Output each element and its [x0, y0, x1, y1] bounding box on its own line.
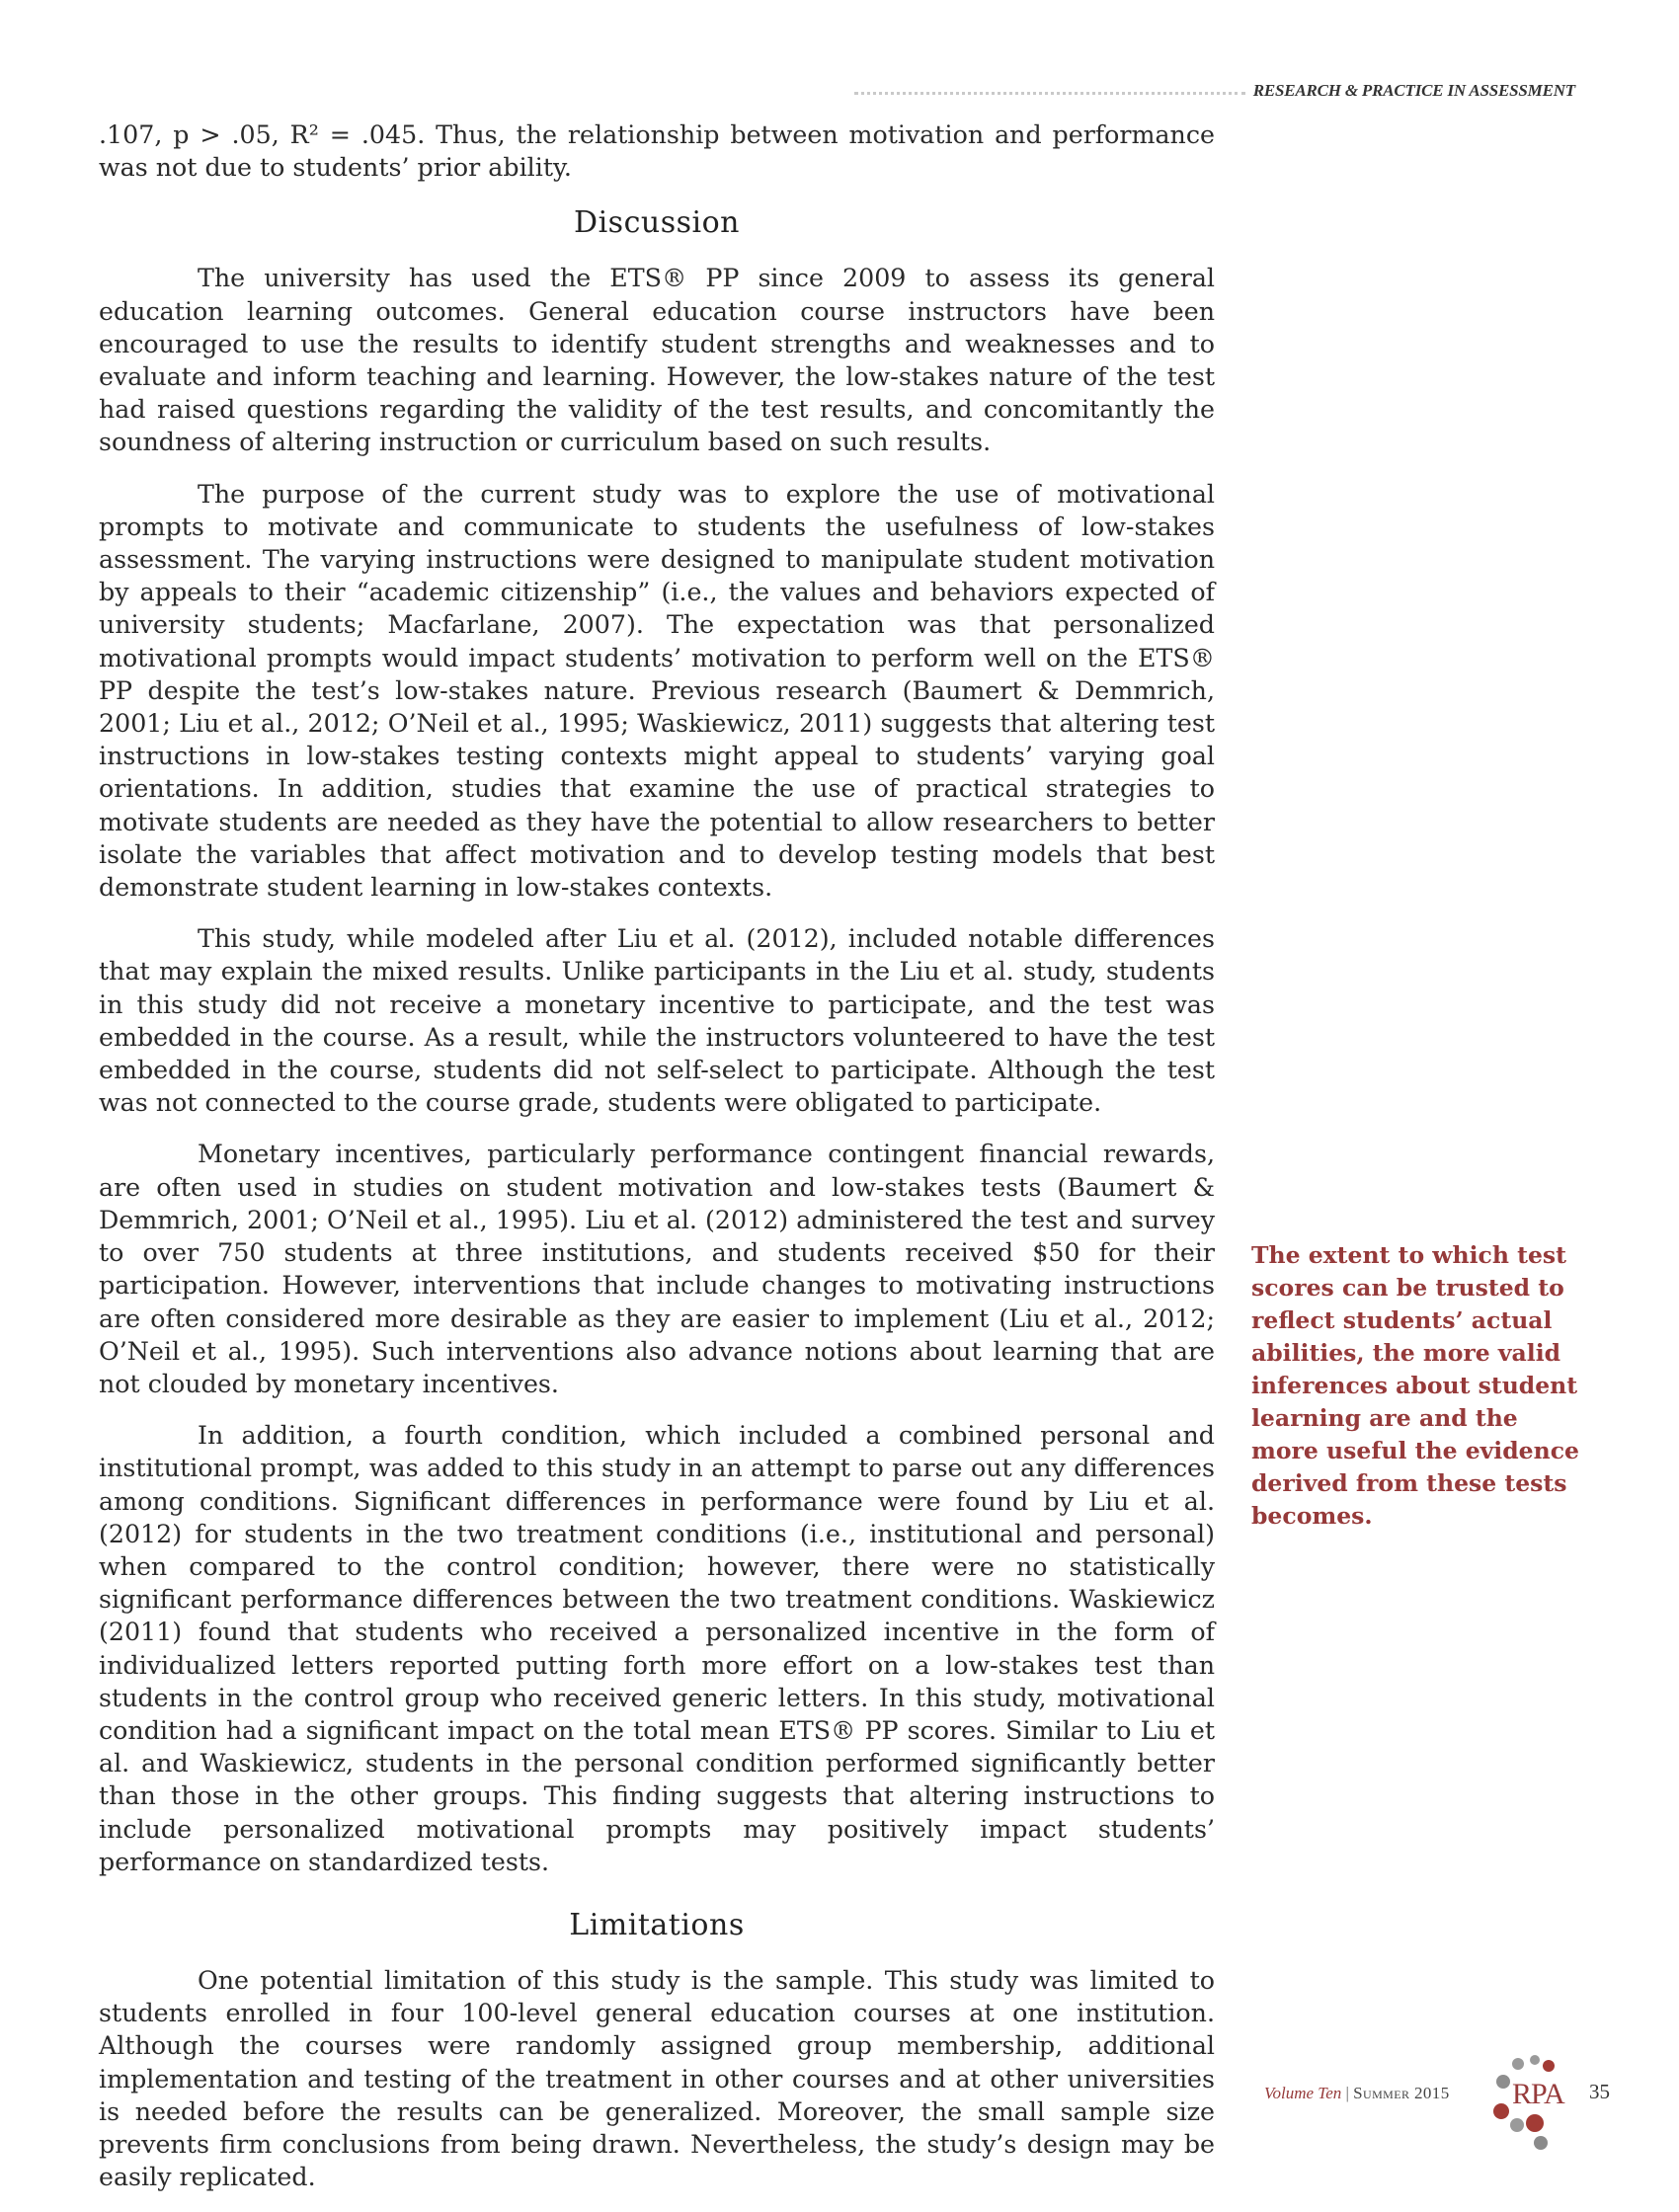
- paragraph: The university has used the ETS® PP since 2009 to assess its general education learning outcomes. General education course instructors have been encouraged to use the results to identify student strengths and weaknesses and to evaluate and inform teaching and learning. However, the low-stakes nature of the test had raised questions regarding the validity of the test results, and concomitantly the soundness of altering instruction or curriculum based on such results.: [99, 264, 1215, 457]
- pull-quote: The extent to which test scores can be trusted to reflect students’ actual abilities, the more valid inferences about student learning are and the more useful the evidence derived from these tests becomes.: [1251, 1241, 1579, 1530]
- main-column: [99, 118, 1215, 2212]
- paragraph: The purpose of the current study was to explore the use of motivational prompts to motivate and communicate to students the usefulness of low-stakes assessment. The varying instructions were designed to manipulate student motivation by appeals to their “academic citizenship” (i.e., the values and behaviors expected of university students; Macfarlane, 2007). The expectation was that personalized motivational prompts would impact students’ motivation to perform well on the ETS® PP despite the test’s low-stakes nature. Previous research (Baumert & Demmrich, 2001; Liu et al., 2012; O’Neil et al., 1995; Waskiewicz, 2011) suggests that altering test instructions in low-stakes testing contexts might appeal to students’ varying goal orientations. In addition, studies that examine the use of practical strategies to motivate students are needed as they have the potential to allow researchers to better isolate the variables that affect motivation and to develop testing models that best demonstrate student learning in low-stakes contexts.: [99, 479, 1215, 903]
- page-footer: [1254, 2052, 1610, 2151]
- section-heading-limitations: Limitations: [569, 1907, 745, 1942]
- logo-text: RPA: [1512, 2078, 1564, 2110]
- paragraph-continued: .107, p > .05, R² = .045. Thus, the relationship between motivation and performance was not due to students’ prior ability.: [99, 120, 1215, 183]
- paragraph: In addition, a fourth condition, which included a combined personal and institutional prompt, was added to this study in an attempt to parse out any differences among conditions. Significant differences in performance were found by Liu et al. (2012) for students in the two treatment conditions (i.e., institutional and personal) when compared to the control condition; however, there were no statistically significant performance differences between the two treatment conditions. Waskiewicz (2011) found that students who received a personalized incentive in the form of individualized letters reported putting forth more effort on a low-stakes test than students in the control group who received generic letters. In this study, motivational condition had a significant impact on the total mean ETS® PP scores. Similar to Liu et al. and Waskiewicz, students in the personal condition performed significantly better than those in the other groups. This finding suggests that altering instructions to include personalized motivational prompts may positively impact students’ performance on standardized tests.: [99, 1421, 1215, 1876]
- journal-name: RESEARCH & PRACTICE IN ASSESSMENT: [1252, 81, 1575, 100]
- paragraph: This study, while modeled after Liu et al. (2012), included notable differences that may explain the mixed results. Unlike participants in the Liu et al. study, students in this study did not receive a monetary incentive to participate, and the test was embedded in the course. As a result, while the instructors volunteered to have the test embedded in the course, students did not self-select to participate. Although the test was not connected to the course grade, students were obligated to participate.: [99, 924, 1215, 1118]
- running-head: [854, 79, 1575, 103]
- paragraph: One potential limitation of this study is the sample. This study was limited to students enrolled in four 100-level general education courses at one institution. Although the courses were randomly assigned group membership, additional implementation and testing of the treatment in other courses and at other universities is needed before the results can be generalized. Moreover, the small sample size prevents firm conclusions from being drawn. Nevertheless, the study’s design may be easily replicated.: [99, 1965, 1215, 2192]
- footer-separator: |: [1341, 2084, 1354, 2102]
- running-head-dotted-rule: [854, 92, 1245, 95]
- volume-label: Volume Ten: [1264, 2084, 1342, 2102]
- page-number: 35: [1589, 2080, 1610, 2103]
- season-label: Summer 2015: [1353, 2084, 1450, 2102]
- paragraph: Monetary incentives, particularly performance contingent financial rewards, are often used in studies on student motivation and low-stakes tests (Baumert & Demmrich, 2001; O’Neil et al., 1995). Liu et al. (2012) administered the test and survey to over 750 students at three institutions, and students received $50 for their participation. However, interventions that include changes to motivating instructions are often considered more desirable as they are easier to implement (Liu et al., 2012; O’Neil et al., 1995). Such interventions also advance notions about learning that are not clouded by monetary incentives.: [99, 1140, 1215, 1398]
- issue-info: [1264, 2084, 1450, 2103]
- section-heading-discussion: Discussion: [574, 205, 740, 241]
